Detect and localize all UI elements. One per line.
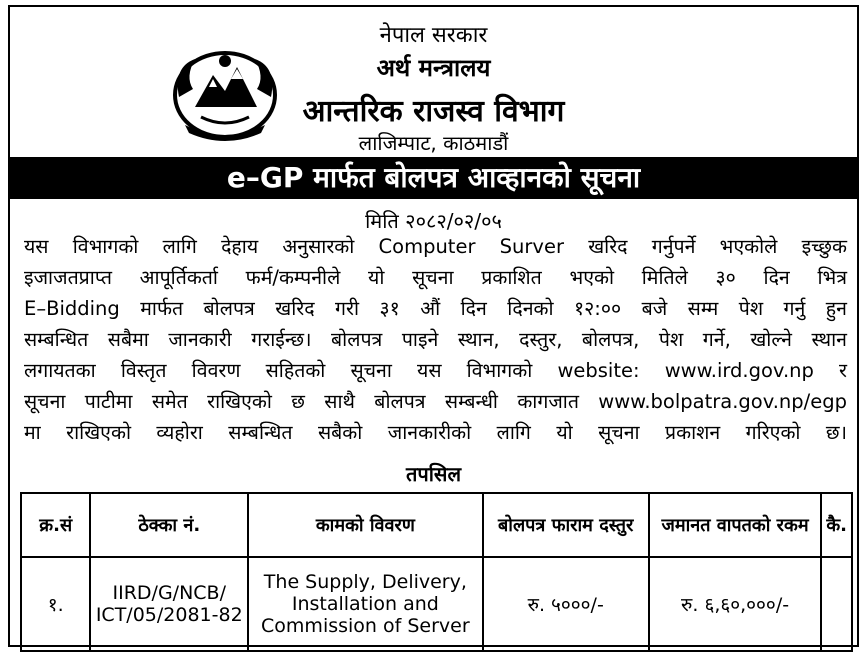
notice-line: मा राखिएको व्यहोरा सम्बन्धित सबैको जानकारीको लागि यो सूचना प्रकाशन गरिएको छ। <box>24 421 847 444</box>
cell-form-fee: रु. ५०००/- <box>483 557 649 651</box>
header-security: जमानत वापतको रकम <box>649 493 822 557</box>
table-row <box>21 557 852 651</box>
cell-security: रु. ६,६०,०००/- <box>649 557 822 651</box>
annex-title: तपसिल <box>405 462 462 486</box>
notice-title-banner: e–GP मार्फत बोलपत्र आव्हानको सूचना <box>10 157 857 199</box>
notice-line: लगायतका विस्तृत विवरण सहितको सूचना यस विभागको website: www.ird.gov.np र <box>24 359 847 382</box>
tender-table <box>20 492 853 652</box>
government-name: नेपाल सरकार <box>379 23 488 48</box>
header-contract-no: ठेक्का नं. <box>90 493 248 557</box>
header-description: कामको विवरण <box>248 493 483 557</box>
notice-frame <box>8 5 859 647</box>
notice-line: इजाजतप्राप्त आपूर्तिकर्ता फर्म/कम्पनीले यो सूचना प्रकाशित भएको मितिले ३० दिन भित्र <box>24 266 847 289</box>
ministry-name: अर्थ मन्त्रालय <box>376 54 491 82</box>
cell-contract-no: IIRD/G/NCB/ ICT/05/2081-82 <box>90 557 248 651</box>
department-address: लाजिम्पाट, काठमाडौं <box>358 131 509 155</box>
notice-line: सम्बन्धित सबैमा जानकारी गराईन्छ। बोलपत्र पाइने स्थान, दस्तुर, बोलपत्र, पेश गर्ने, खोल्ने स्थान <box>24 328 847 351</box>
header-serial: क्र.सं <box>21 493 90 557</box>
notice-date: मिति २०८२/०२/०५ <box>365 209 502 233</box>
department-name: आन्तरिक राजस्व विभाग <box>302 94 565 129</box>
cell-description: The Supply, Delivery, Installation and Commission of Server <box>248 557 483 651</box>
notice-line: E–Bidding मार्फत बोलपत्र खरिद गरी ३१ औं दिन दिनको १२:०० बजे सम्म पेश गर्नु हुन <box>24 297 847 320</box>
header-remarks: कै. <box>821 493 852 557</box>
cell-remarks <box>821 557 852 651</box>
header-form-fee: बोलपत्र फाराम दस्तुर <box>483 493 649 557</box>
notice-line: सूचना पाटीमा समेत राखिएको छ साथै बोलपत्र सम्बन्धी कागजात www.bolpatra.gov.np/egp <box>24 390 847 413</box>
cell-serial: १. <box>21 557 90 651</box>
notice-body <box>24 231 847 448</box>
notice-line: यस विभागको लागि देहाय अनुसारको Computer Surver खरिद गर्नुपर्ने भएकोले इच्छुक <box>24 235 847 258</box>
table-header-row <box>21 493 852 557</box>
